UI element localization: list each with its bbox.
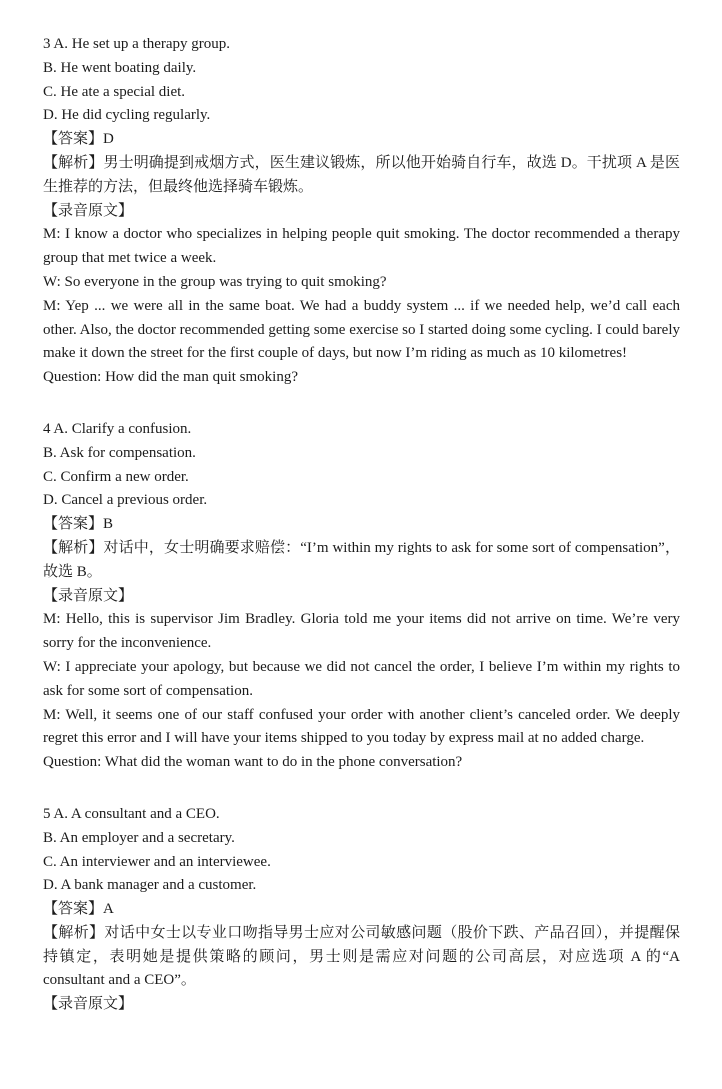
transcript-question-line: Question: What did the woman want to do in the phone conversation? (43, 754, 463, 771)
transcript-label: 【录音原文】 (43, 587, 134, 604)
option-line-c: C. An interviewer and an interviewee. (43, 853, 271, 870)
answer-value: D (103, 131, 114, 148)
transcript-paragraph-m1: M: Hello, this is supervisor Jim Bradley. Gloria told me your items did not arrive on time. We’re very sorry for the inconvenience. (43, 611, 680, 652)
transcript-label: 【录音原文】 (43, 202, 134, 219)
transcript-paragraph-w1: W: I appreciate your apology, but because we did not cancel the order, I believe I’m within my rights to ask for some sort of compensation. (43, 658, 680, 699)
transcript-paragraph-m1: M: I know a doctor who specializes in helping people quit smoking. The doctor recommended a therapy group that met twice a week. (43, 226, 680, 267)
answer-label: 【答案】 (43, 131, 104, 148)
analysis-text: 男士明确提到戒烟方式，医生建议锻炼，所以他开始骑自行车，故选 D。干扰项 A 是医生推荐的方法，但最终他选择骑车锻炼。 (43, 154, 680, 195)
analysis-text: 对话中女士以专业口吻指导男士应对公司敏感问题（股价下跌、产品召回），并提醒保持镇定，表明她是提供策略的顾问，男士则是需应对问题的公司高层，对应选项 A 的“A consultant and a CEO”。 (43, 924, 680, 989)
answer-value: A (103, 901, 114, 918)
answer-label: 【答案】 (43, 901, 104, 918)
answer-value: B (103, 516, 114, 533)
analysis-paragraph (43, 537, 680, 585)
analysis-label: 【解析】 (43, 539, 104, 556)
analysis-text: 对话中，女士明确要求赔偿：“I’m within my rights to ask for some sort of compensation”，故选 B。 (43, 539, 680, 580)
option-line-c: C. Confirm a new order. (43, 468, 189, 485)
transcript-paragraph-m2: M: Well, it seems one of our staff confused your order with another client’s canceled order. We deeply regret this error and I will have your items shipped to you today by express mail at no added charge. (43, 706, 680, 747)
option-line-a: 5 A. A consultant and a CEO. (43, 805, 220, 822)
question-block-4 (43, 418, 680, 775)
answer-label: 【答案】 (43, 516, 104, 533)
option-line-b: B. An employer and a secretary. (43, 829, 235, 846)
option-line-b: B. Ask for compensation. (43, 444, 196, 461)
option-line-d: D. He did cycling regularly. (43, 107, 211, 124)
transcript-label: 【录音原文】 (43, 996, 134, 1013)
transcript-paragraph-m2: M: Yep ... we were all in the same boat. We had a buddy system ... if we needed help, we’d call each other. Also, the doctor recommended getting some exercise so I started doing some cycling. I could barely make it down the street for the first couple of days, but now I’m riding as much as 10 kilometres! (43, 297, 680, 362)
answer-line (43, 513, 680, 537)
analysis-paragraph (43, 152, 680, 200)
transcript-question-line: Question: How did the man quit smoking? (43, 369, 298, 386)
option-line-d: D. Cancel a previous order. (43, 492, 208, 509)
analysis-paragraph (43, 922, 680, 993)
option-line-a: 4 A. Clarify a confusion. (43, 420, 192, 437)
transcript-paragraph-w1: W: So everyone in the group was trying to quit smoking? (43, 273, 387, 290)
analysis-label: 【解析】 (43, 924, 105, 941)
option-line-c: C. He ate a special diet. (43, 83, 186, 100)
option-line-d: D. A bank manager and a customer. (43, 877, 257, 894)
analysis-label: 【解析】 (43, 154, 104, 171)
question-block-5 (43, 803, 680, 1017)
option-line-a: 3 A. He set up a therapy group. (43, 36, 231, 52)
answer-line (43, 898, 680, 922)
question-block-3 (43, 33, 680, 390)
answer-line (43, 128, 680, 152)
option-line-b: B. He went boating daily. (43, 59, 197, 76)
